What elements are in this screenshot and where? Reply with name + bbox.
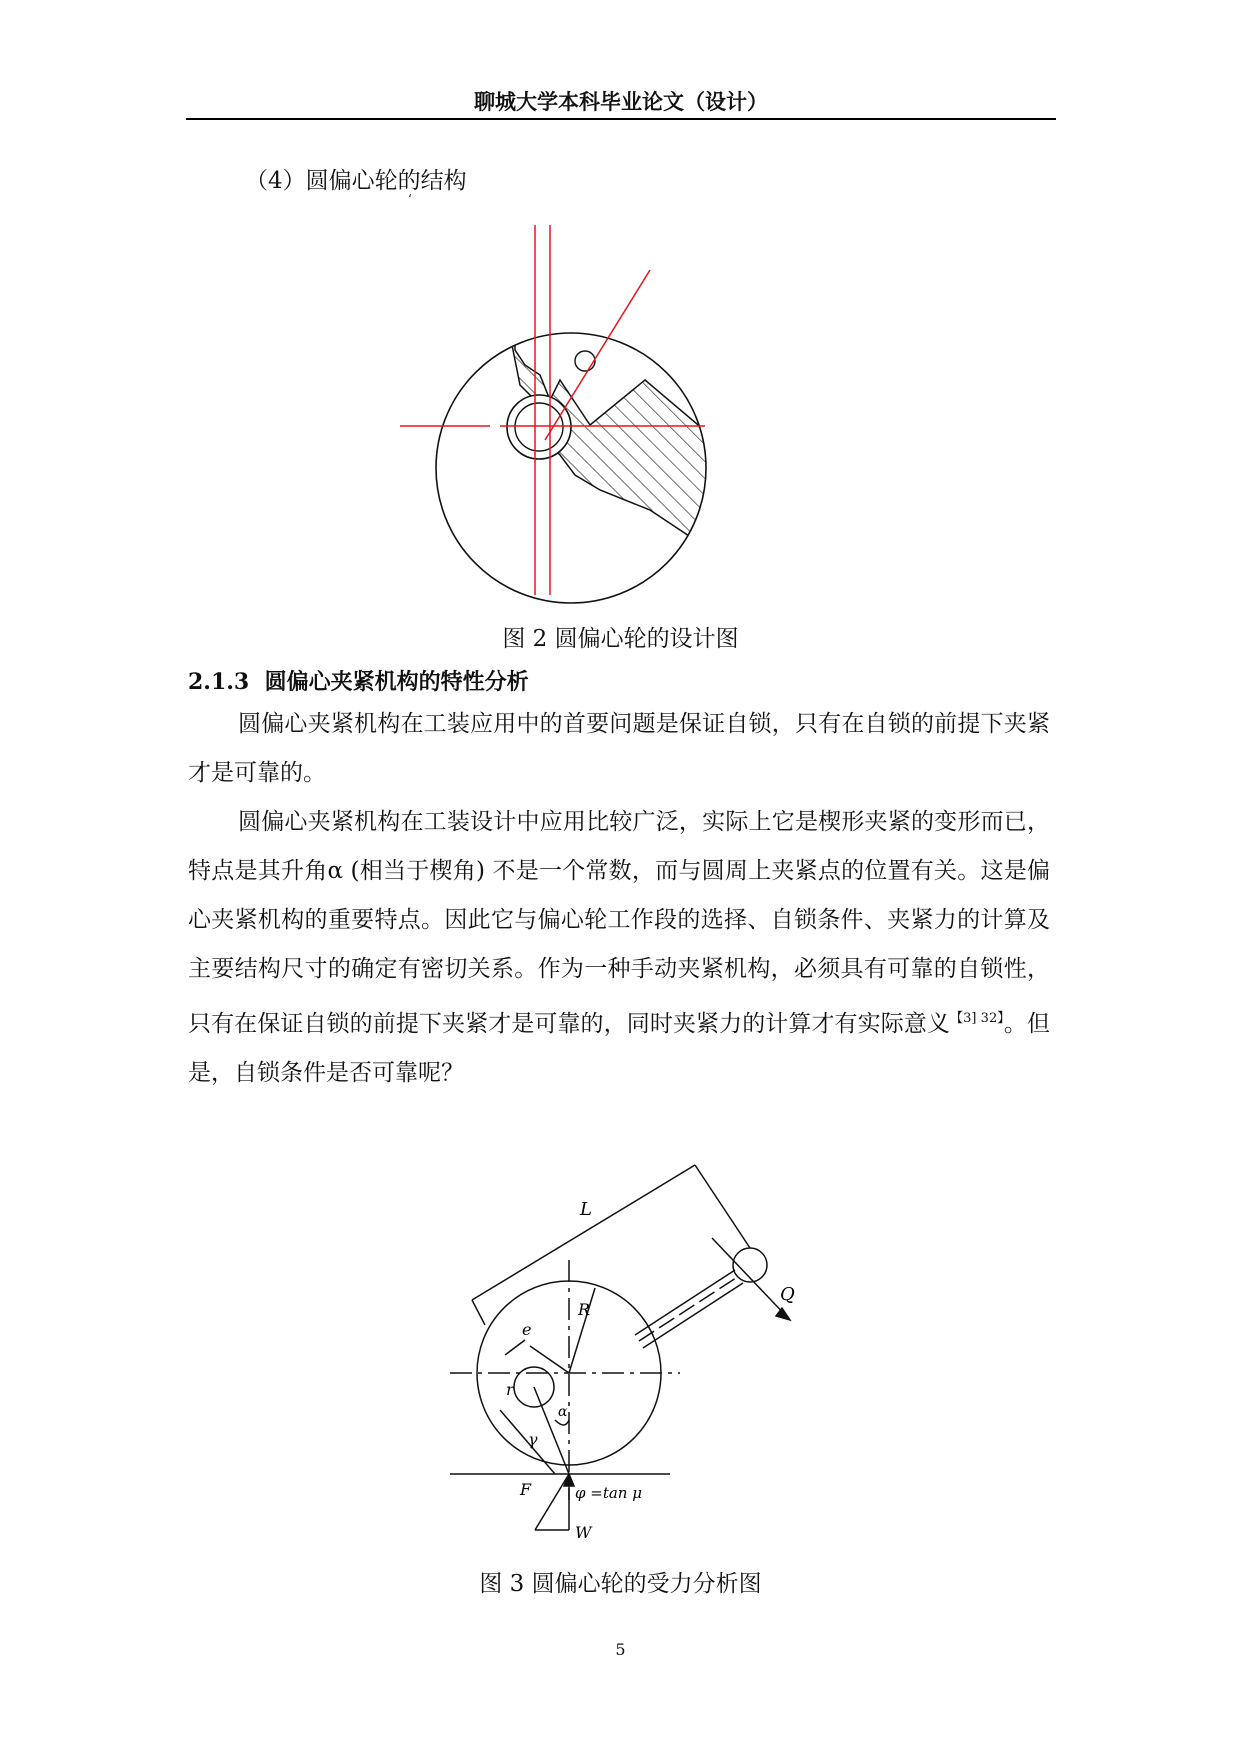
section-number: 2.1.3	[188, 669, 250, 695]
figure-3-caption: 图 3 圆偏心轮的受力分析图	[479, 1571, 762, 1597]
paragraph-2-text: 圆偏心夹紧机构在工装设计中应用比较广泛，实际上它是楔形夹紧的变形而已，特点是其升角α (相当于楔角) 不是一个常数，而与圆周上夹紧点的位置有关。这是偏心夹紧机构的重要特点。因此它与偏心轮工作段的选择、自锁条件、夹紧力的计算及主要结构尺寸的确定有密切关系。作为一种手动夹紧机构，必须具有可靠的自锁性，只有在保证自锁的前提下夹紧才是可靠的，同时夹紧力的计算才有实际意义	[188, 809, 1050, 1037]
stray-mark: ʻ	[408, 192, 412, 206]
small-hole	[575, 351, 595, 371]
subsection-heading: （4）圆偏心轮的结构	[245, 168, 467, 194]
label-phi: φ =tan μ	[575, 1484, 642, 1502]
label-r: r	[506, 1380, 514, 1399]
citation-ref: 【3] 32】	[950, 1011, 1004, 1026]
label-F: F	[520, 1480, 532, 1499]
pivot-hole	[507, 395, 571, 459]
paragraph-2	[188, 798, 1050, 1098]
label-e: e	[522, 1320, 532, 1339]
header-rule	[186, 118, 1056, 120]
section-title: 圆偏心夹紧机构的特性分析	[264, 669, 529, 695]
label-R: R	[578, 1300, 591, 1319]
label-Q: Q	[780, 1284, 795, 1305]
figure-eccentric-wheel-design	[400, 225, 800, 610]
page-number: 5	[615, 1640, 626, 1659]
paragraph-2-tail: 。但是，自锁条件是否可靠呢？	[188, 1011, 1050, 1086]
figure-force-analysis	[450, 1120, 850, 1540]
running-header: 聊城大学本科毕业论文（设计）	[474, 90, 768, 114]
figure-2-caption: 图 2 圆偏心轮的设计图	[502, 626, 739, 652]
label-L: L	[580, 1199, 592, 1220]
label-W: W	[575, 1523, 592, 1540]
label-gamma: γ	[528, 1430, 538, 1449]
label-alpha: α	[558, 1404, 568, 1420]
paragraph-1: 圆偏心夹紧机构在工装应用中的首要问题是保证自锁，只有在自锁的前提下夹紧才是可靠的。	[188, 711, 1050, 786]
section-heading	[188, 665, 529, 696]
